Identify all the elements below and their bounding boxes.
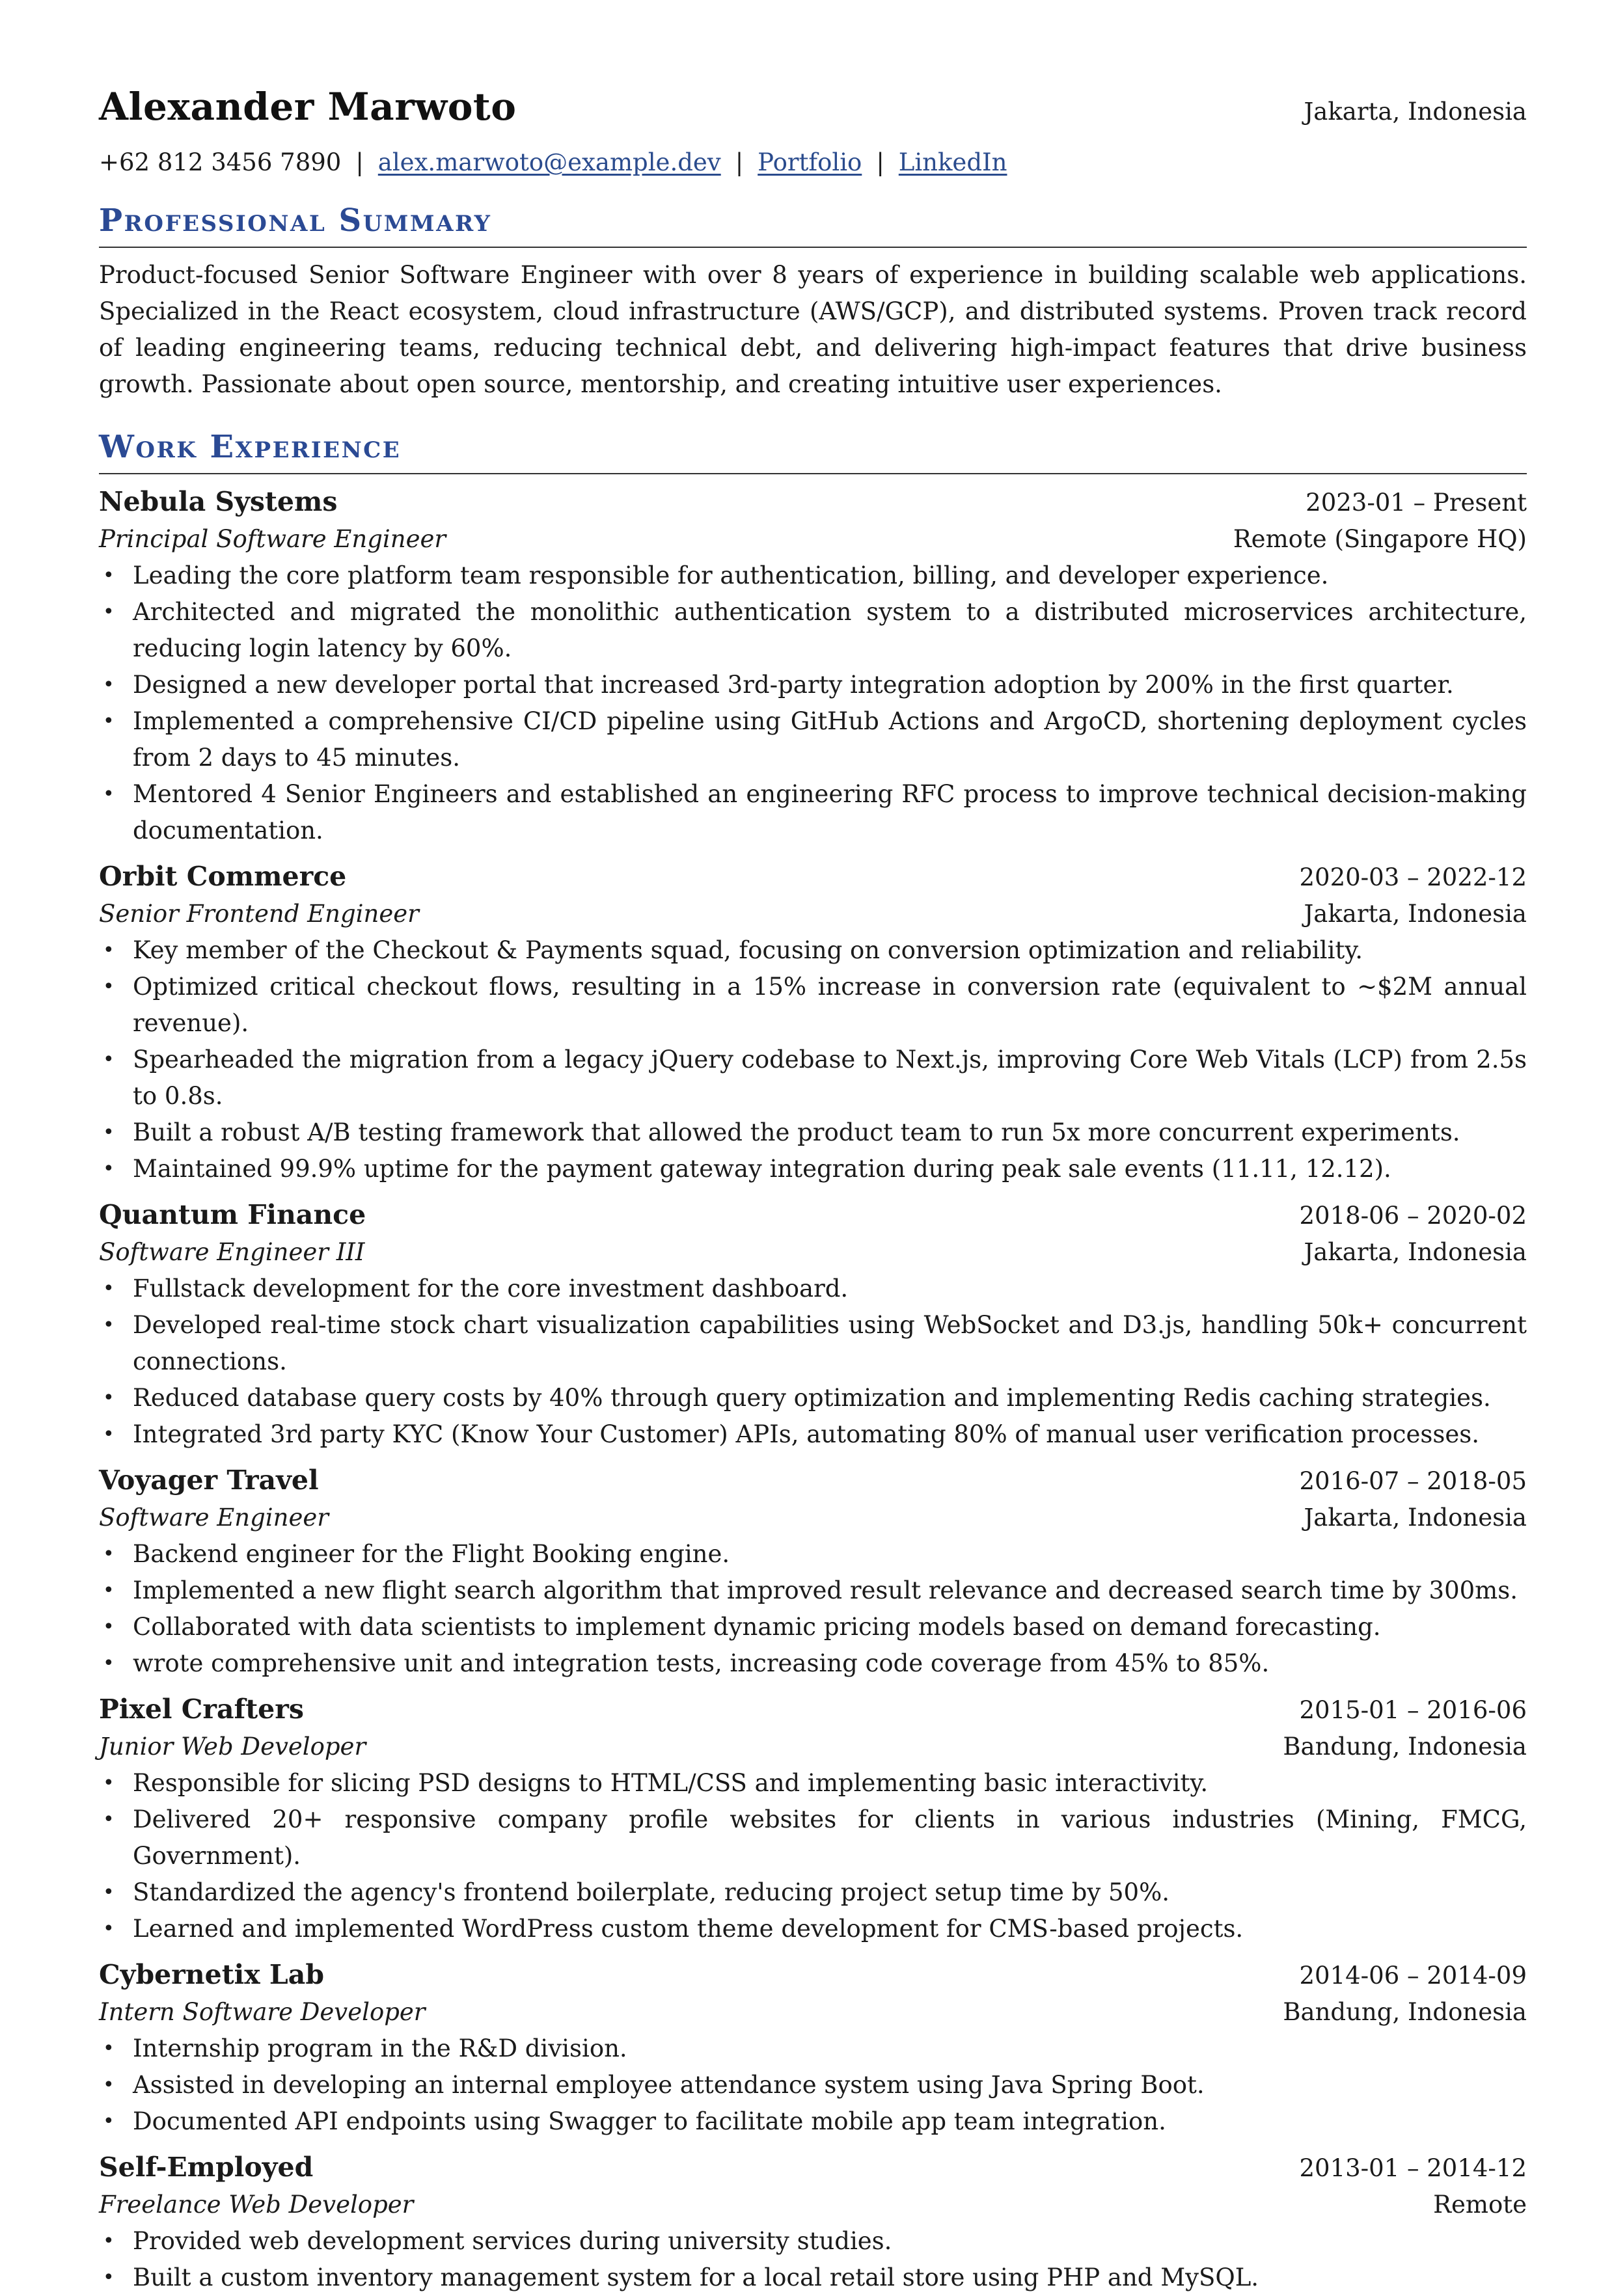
job-subheader <box>99 2187 1527 2223</box>
bullet-icon: • <box>103 1579 115 1602</box>
list-item <box>99 1609 1527 1645</box>
experience-heading: Work Experience <box>99 429 1527 474</box>
job-subheader <box>99 896 1527 932</box>
job-dates: 2018-06 – 2020-02 <box>1299 1202 1527 1230</box>
job-header <box>99 1956 1527 1994</box>
resume-header <box>99 85 1527 129</box>
job-bullets <box>99 1271 1527 1453</box>
contact-separator: | <box>355 148 364 176</box>
bullet-text: Collaborated with data scientists to implement dynamic pricing models based on demand forecasting. <box>133 1613 1381 1641</box>
portfolio-link[interactable]: Portfolio <box>758 148 862 176</box>
job-header <box>99 858 1527 896</box>
job-location: Jakarta, Indonesia <box>1304 1504 1527 1532</box>
bullet-text: Learned and implemented WordPress custom theme development for CMS-based projects. <box>133 1915 1244 1943</box>
bullet-icon: • <box>103 710 115 733</box>
company-name: Quantum Finance <box>99 1199 366 1230</box>
job-location: Bandung, Indonesia <box>1283 1998 1527 2026</box>
list-item <box>99 1307 1527 1380</box>
list-item <box>99 1151 1527 1187</box>
bullet-icon: • <box>103 2110 115 2133</box>
job-entry <box>99 1196 1527 1453</box>
job-subheader <box>99 1729 1527 1765</box>
job-bullets <box>99 1536 1527 1682</box>
job-entry <box>99 2149 1527 2296</box>
job-header <box>99 1691 1527 1729</box>
job-role: Intern Software Developer <box>99 1998 426 2026</box>
list-item <box>99 1765 1527 1802</box>
job-header <box>99 1462 1527 1500</box>
bullet-text: Architected and migrated the monolithic authentication system to a distributed microservices architecture, reducing login latency by 60%. <box>133 598 1527 662</box>
job-bullets <box>99 558 1527 849</box>
contact-line <box>99 148 1527 176</box>
bullet-text: Reduced database query costs by 40% through query optimization and implementing Redis caching strategies. <box>133 1384 1491 1412</box>
job-subheader <box>99 1994 1527 2031</box>
list-item <box>99 1802 1527 1874</box>
bullet-icon: • <box>103 1121 115 1144</box>
job-role: Junior Web Developer <box>99 1733 366 1761</box>
list-item <box>99 1536 1527 1573</box>
bullet-icon: • <box>103 1277 115 1300</box>
bullet-icon: • <box>103 783 115 805</box>
job-bullets <box>99 1765 1527 1947</box>
list-item <box>99 594 1527 667</box>
bullet-icon: • <box>103 2230 115 2252</box>
job-dates: 2023-01 – Present <box>1306 489 1527 517</box>
job-dates: 2014-06 – 2014-09 <box>1299 1962 1527 1990</box>
bullet-text: Mentored 4 Senior Engineers and established an engineering RFC process to improve technical decision-making documentation. <box>133 780 1527 844</box>
list-item <box>99 558 1527 594</box>
bullet-icon: • <box>103 1543 115 1565</box>
bullet-icon: • <box>103 975 115 998</box>
job-role: Senior Frontend Engineer <box>99 900 419 928</box>
job-entry <box>99 1691 1527 1947</box>
job-role: Software Engineer <box>99 1504 329 1532</box>
list-item <box>99 1114 1527 1151</box>
bullet-text: Integrated 3rd party KYC (Know Your Customer) APIs, automating 80% of manual user verification processes. <box>133 1420 1479 1448</box>
candidate-location: Jakarta, Indonesia <box>1304 98 1527 126</box>
job-bullets <box>99 2031 1527 2140</box>
job-entry <box>99 483 1527 849</box>
bullet-text: Key member of the Checkout & Payments squad, focusing on conversion optimization and reliability. <box>133 936 1363 964</box>
company-name: Self-Employed <box>99 2152 314 2183</box>
job-location: Bandung, Indonesia <box>1283 1733 1527 1761</box>
phone-number: +62 812 3456 7890 <box>99 148 342 176</box>
bullet-text: wrote comprehensive unit and integration tests, increasing code coverage from 45% to 85%. <box>133 1649 1270 1677</box>
job-role: Freelance Web Developer <box>99 2191 414 2219</box>
bullet-text: Spearheaded the migration from a legacy jQuery codebase to Next.js, improving Core Web Vitals (LCP) from 2.5s to 0.8s. <box>133 1046 1527 1110</box>
list-item <box>99 703 1527 776</box>
job-header <box>99 483 1527 521</box>
contact-separator: | <box>876 148 884 176</box>
list-item <box>99 2223 1527 2260</box>
bullet-icon: • <box>103 564 115 587</box>
list-item <box>99 1042 1527 1114</box>
job-entry <box>99 858 1527 1187</box>
list-item <box>99 1874 1527 1911</box>
job-entry <box>99 1956 1527 2140</box>
bullet-text: Backend engineer for the Flight Booking engine. <box>133 1540 730 1568</box>
bullet-text: Implemented a new flight search algorithm that improved result relevance and decreased search time by 300ms. <box>133 1576 1518 1604</box>
list-item <box>99 776 1527 849</box>
bullet-icon: • <box>103 601 115 623</box>
bullet-icon: • <box>103 1652 115 1675</box>
bullet-text: Internship program in the R&D division. <box>133 2034 627 2062</box>
bullet-text: Leading the core platform team responsible for authentication, billing, and developer experience. <box>133 561 1329 589</box>
list-item <box>99 1645 1527 1682</box>
job-location: Remote (Singapore HQ) <box>1233 525 1527 553</box>
bullet-text: Documented API endpoints using Swagger to facilitate mobile app team integration. <box>133 2107 1166 2135</box>
company-name: Pixel Crafters <box>99 1694 304 1725</box>
bullet-icon: • <box>103 1881 115 1904</box>
job-role: Principal Software Engineer <box>99 525 446 553</box>
job-bullets <box>99 2223 1527 2296</box>
job-location: Jakarta, Indonesia <box>1304 1238 1527 1266</box>
experience-list <box>99 483 1527 2296</box>
job-bullets <box>99 932 1527 1187</box>
bullet-text: Delivered 20+ responsive company profile websites for clients in various industries (Mining, FMCG, Government). <box>133 1805 1527 1870</box>
job-location: Remote <box>1433 2191 1527 2219</box>
bullet-icon: • <box>103 2037 115 2060</box>
company-name: Orbit Commerce <box>99 861 347 892</box>
candidate-name: Alexander Marwoto <box>99 85 517 129</box>
summary-text: Product-focused Senior Software Engineer with over 8 years of experience in building scalable web applications. Specialized in the React ecosystem, cloud infrastructure (AWS/GCP), and distributed systems. Proven track record of leading engineering teams, reducing technical debt, and delivering high-impact features that drive business growth. Passionate about open source, mentorship, and creating intuitive user experiences. <box>99 261 1527 398</box>
job-entry <box>99 1462 1527 1682</box>
bullet-icon: • <box>103 2073 115 2096</box>
bullet-icon: • <box>103 1423 115 1446</box>
job-dates: 2015-01 – 2016-06 <box>1299 1696 1527 1724</box>
job-dates: 2020-03 – 2022-12 <box>1299 863 1527 891</box>
job-header <box>99 1196 1527 1234</box>
bullet-icon: • <box>103 1314 115 1336</box>
job-dates: 2016-07 – 2018-05 <box>1299 1467 1527 1495</box>
bullet-icon: • <box>103 1386 115 1409</box>
list-item <box>99 2067 1527 2103</box>
bullet-text: Designed a new developer portal that increased 3rd-party integration adoption by 200% in the first quarter. <box>133 671 1454 699</box>
bullet-icon: • <box>103 1615 115 1638</box>
bullet-text: Provided web development services during university studies. <box>133 2227 892 2255</box>
bullet-text: Maintained 99.9% uptime for the payment gateway integration during peak sale events (11.11, 12.12). <box>133 1155 1391 1183</box>
job-location: Jakarta, Indonesia <box>1304 900 1527 928</box>
bullet-text: Built a robust A/B testing framework that allowed the product team to run 5x more concurrent experiments. <box>133 1118 1460 1146</box>
linkedin-link[interactable]: LinkedIn <box>898 148 1007 176</box>
bullet-icon: • <box>103 1772 115 1794</box>
list-item <box>99 1573 1527 1609</box>
bullet-icon: • <box>103 1808 115 1831</box>
bullet-text: Fullstack development for the core investment dashboard. <box>133 1275 849 1303</box>
contact-separator: | <box>735 148 744 176</box>
list-item <box>99 2260 1527 2296</box>
company-name: Cybernetix Lab <box>99 1959 324 1990</box>
bullet-icon: • <box>103 1917 115 1940</box>
job-dates: 2013-01 – 2014-12 <box>1299 2154 1527 2182</box>
job-subheader <box>99 1500 1527 1536</box>
job-subheader <box>99 521 1527 558</box>
job-role: Software Engineer III <box>99 1238 365 1266</box>
list-item <box>99 2103 1527 2140</box>
list-item <box>99 932 1527 969</box>
bullet-icon: • <box>103 673 115 696</box>
bullet-icon: • <box>103 2266 115 2289</box>
job-header <box>99 2149 1527 2187</box>
email-link[interactable]: alex.marwoto@example.dev <box>377 148 721 176</box>
list-item <box>99 969 1527 1042</box>
bullet-text: Assisted in developing an internal employee attendance system using Java Spring Boot. <box>133 2071 1205 2099</box>
list-item <box>99 2031 1527 2067</box>
bullet-text: Built a custom inventory management system for a local retail store using PHP and MySQL. <box>133 2263 1259 2291</box>
list-item <box>99 1380 1527 1416</box>
bullet-icon: • <box>103 1048 115 1071</box>
list-item <box>99 667 1527 703</box>
list-item <box>99 1416 1527 1453</box>
bullet-text: Standardized the agency's frontend boilerplate, reducing project setup time by 50%. <box>133 1878 1169 1906</box>
list-item <box>99 1911 1527 1947</box>
bullet-text: Developed real-time stock chart visualization capabilities using WebSocket and D3.js, handling 50k+ concurrent connections. <box>133 1311 1527 1375</box>
summary-heading: Professional Summary <box>99 202 1527 248</box>
bullet-icon: • <box>103 1157 115 1180</box>
bullet-text: Optimized critical checkout flows, resulting in a 15% increase in conversion rate (equivalent to ~$2M annual revenue). <box>133 973 1527 1037</box>
company-name: Nebula Systems <box>99 486 338 517</box>
bullet-text: Implemented a comprehensive CI/CD pipeline using GitHub Actions and ArgoCD, shortening deployment cycles from 2 days to 45 minutes. <box>133 707 1527 772</box>
list-item <box>99 1271 1527 1307</box>
bullet-icon: • <box>103 939 115 962</box>
job-subheader <box>99 1234 1527 1271</box>
company-name: Voyager Travel <box>99 1465 319 1496</box>
bullet-text: Responsible for slicing PSD designs to HTML/CSS and implementing basic interactivity. <box>133 1769 1209 1797</box>
